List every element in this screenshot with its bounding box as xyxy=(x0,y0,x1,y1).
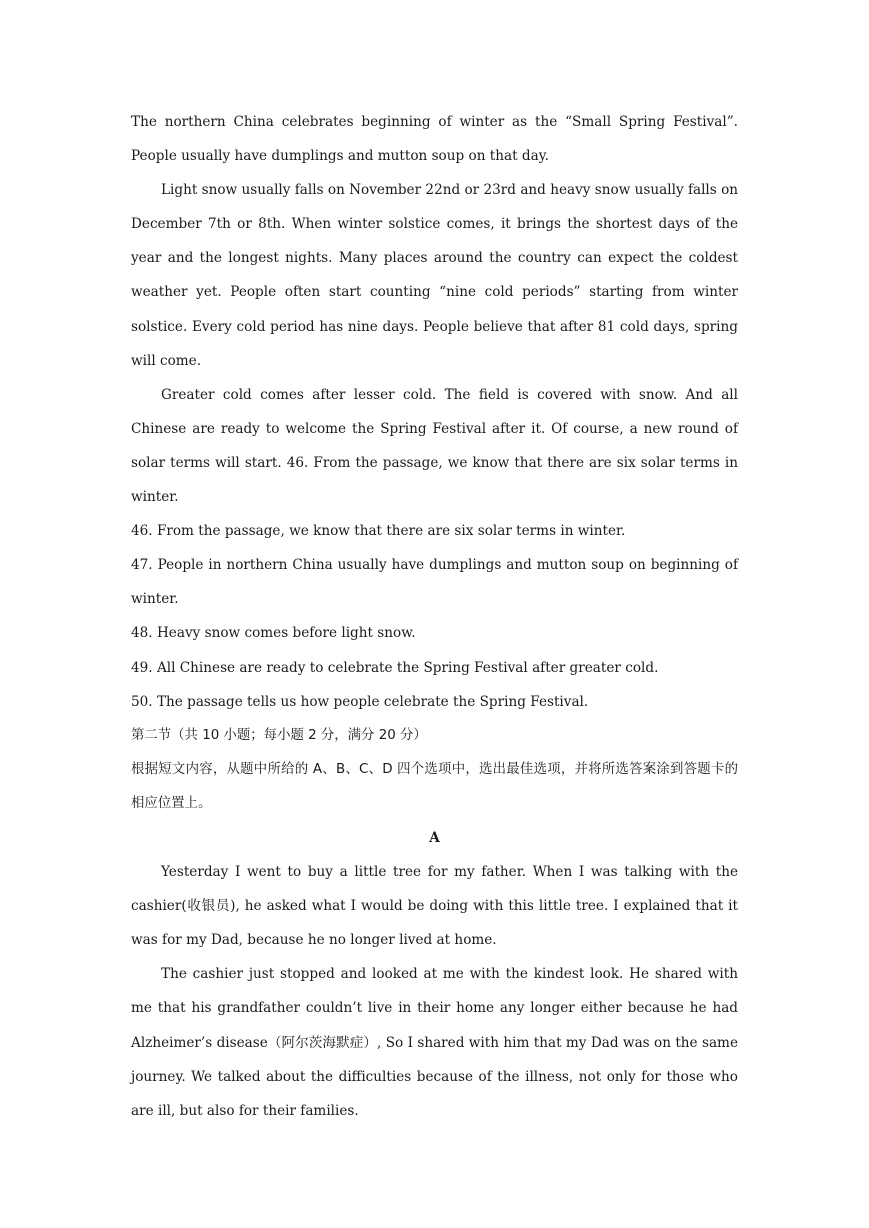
question-50: 50. The passage tells us how people celebrate the Spring Festival. xyxy=(131,693,589,710)
passage-a-paragraph-2: The cashier just stopped and looked at me with the kindest look. He shared with me that his grandfather couldn’t live in their home any longer either because he had Alzheimer’s disease（阿尔茨海默症）, So I shared with him that my Dad was on the same journey. We talked about the difficulties because of the illness, not only for those who are ill, but also for their families. xyxy=(131,966,738,1119)
question-47: 47. People in northern China usually have dumplings and mutton soup on beginning of winter. xyxy=(131,557,738,608)
question-48: 48. Heavy snow comes before light snow. xyxy=(131,625,416,642)
intro-paragraph-2: Light snow usually falls on November 22nd or 23rd and heavy snow usually falls on December 7th or 8th. When winter solstice comes, it brings the shortest days of the year and the longest nights. Many places around the country can expect the coldest weather yet. People often start counting “nine cold periods” starting from winter solstice. Every cold period has nine days. People believe that after 81 cold days, spring will come. xyxy=(131,182,739,369)
section-heading: 第二节（共 10 小题；每小题 2 分，满分 20 分） xyxy=(131,727,427,743)
question-46: 46. From the passage, we know that there are six solar terms in winter. xyxy=(131,523,626,540)
intro-paragraph-3: Greater cold comes after lesser cold. The field is covered with snow. And all Chinese are ready to welcome the Spring Festival after it. Of course, a new round of solar terms will start. 46. From the passage, we know that there are six solar terms in winter. xyxy=(131,386,738,506)
passage-a-paragraph-1: Yesterday I went to buy a little tree for my father. When I was talking with the cashier(收银员), he asked what I would be doing with this little tree. I explained that it was for my Dad, because he no longer lived at home. xyxy=(131,864,738,949)
section-instructions: 根据短文内容，从题中所给的 A、B、C、D 四个选项中，选出最佳选项，并将所选答案涂到答题卡的相应位置上。 xyxy=(131,761,738,811)
question-49: 49. All Chinese are ready to celebrate the Spring Festival after greater cold. xyxy=(131,659,659,676)
document-page xyxy=(131,105,738,1128)
intro-paragraph-1: The northern China celebrates beginning of winter as the “Small Spring Festival”. People usually have dumplings and mutton soup on that day. xyxy=(131,114,738,165)
passage-title: A xyxy=(429,829,440,846)
